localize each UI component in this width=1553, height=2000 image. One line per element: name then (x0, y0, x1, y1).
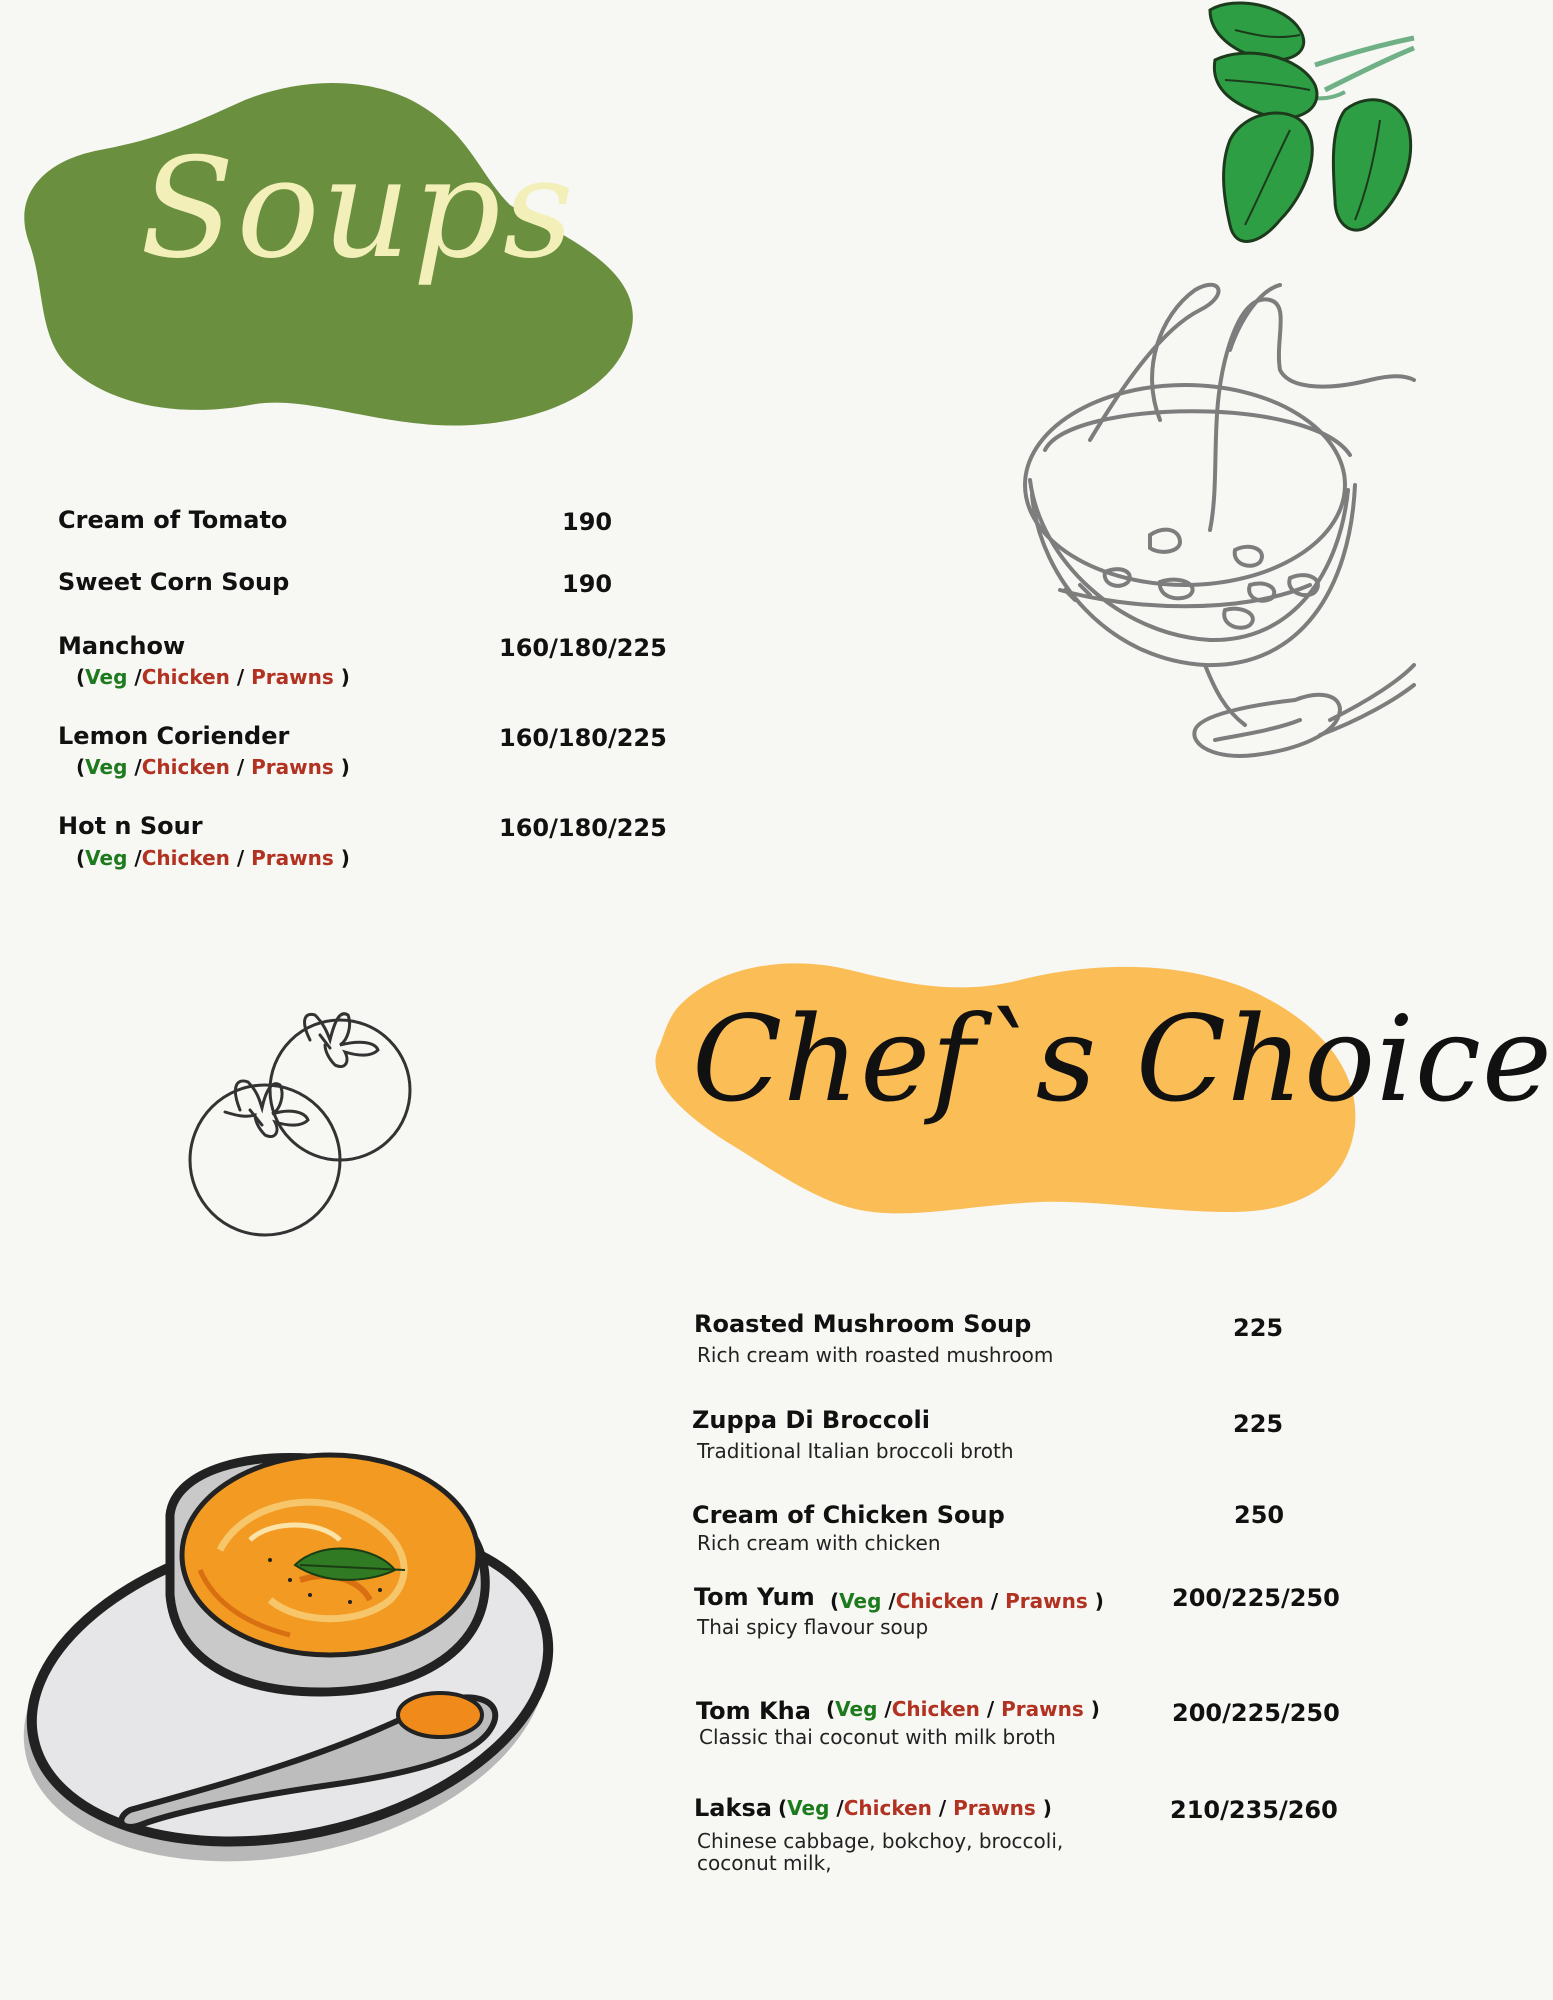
menu-item-name: Roasted Mushroom Soup (694, 1310, 1032, 1338)
prawns-option: Prawns (1005, 1589, 1088, 1613)
prawns-option: Prawns (251, 755, 334, 779)
veg-option: Veg (835, 1697, 878, 1721)
menu-item-name: Laksa (694, 1794, 772, 1822)
soups-section-title: Soups (140, 128, 576, 289)
prawns-option: Prawns (1001, 1697, 1084, 1721)
menu-item-price: 190 (562, 570, 613, 598)
menu-item-name: Cream of Tomato (58, 506, 288, 534)
menu-item-name: Tom Yum (694, 1583, 815, 1611)
menu-item-description: Classic thai coconut with milk broth (699, 1725, 1056, 1749)
menu-item-description: Rich cream with chicken (697, 1531, 941, 1555)
prawns-option: Prawns (251, 665, 334, 689)
menu-item-price: 160/180/225 (499, 634, 667, 662)
menu-item-price: 160/180/225 (499, 724, 667, 752)
menu-item-name: Zuppa Di Broccoli (692, 1406, 930, 1434)
menu-item-price: 200/225/250 (1172, 1699, 1340, 1727)
veg-option: Veg (839, 1589, 882, 1613)
veg-option: Veg (85, 665, 128, 689)
menu-item-description: Traditional Italian broccoli broth (697, 1439, 1014, 1463)
chicken-option: Chicken (141, 846, 230, 870)
menu-item-description: Thai spicy flavour soup (697, 1615, 929, 1639)
variant-options: (Veg /Chicken / Prawns ) (826, 1697, 1100, 1721)
chicken-option: Chicken (895, 1589, 984, 1613)
menu-item-description: Chinese cabbage, bokchoy, broccoli, coconut milk, (697, 1829, 1064, 1875)
chicken-option: Chicken (141, 665, 230, 689)
menu-item-name: Hot n Sour (58, 812, 203, 840)
menu-item-name: Manchow (58, 632, 186, 660)
menu-item-price: 225 (1233, 1314, 1284, 1342)
variant-options: (Veg /Chicken / Prawns ) (76, 665, 350, 689)
menu-item-name: Tom Kha (696, 1697, 811, 1725)
menu-item-price: 160/180/225 (499, 814, 667, 842)
menu-item-price: 250 (1234, 1501, 1285, 1529)
menu-item-name: Lemon Coriender (58, 722, 290, 750)
menu-item-name: Cream of Chicken Soup (692, 1501, 1005, 1529)
veg-option: Veg (85, 846, 128, 870)
veg-option: Veg (85, 755, 128, 779)
tomatoes-icon (180, 1000, 420, 1240)
chicken-option: Chicken (141, 755, 230, 779)
menu-item-description: Rich cream with roasted mushroom (697, 1343, 1054, 1367)
menu-item-price: 210/235/260 (1170, 1796, 1338, 1824)
variant-options: (Veg /Chicken / Prawns ) (76, 846, 350, 870)
prawns-option: Prawns (251, 846, 334, 870)
variant-options: (Veg /Chicken / Prawns ) (76, 755, 350, 779)
bowl-with-spoon-icon (1010, 280, 1414, 840)
chicken-option: Chicken (843, 1796, 932, 1820)
prawns-option: Prawns (953, 1796, 1036, 1820)
menu-item-name: Sweet Corn Soup (58, 568, 290, 596)
menu-item-price: 200/225/250 (1172, 1584, 1340, 1612)
chicken-option: Chicken (891, 1697, 980, 1721)
veg-option: Veg (787, 1796, 830, 1820)
menu-item-price: 225 (1233, 1410, 1284, 1438)
variant-options: (Veg /Chicken / Prawns ) (778, 1796, 1052, 1820)
spinach-leaves-icon (1205, 0, 1414, 260)
orange-soup-bowl-icon (0, 1430, 570, 1870)
variant-options: (Veg /Chicken / Prawns ) (830, 1589, 1104, 1613)
chefs-choice-section-title: Chef`s Choice (692, 990, 1553, 1128)
menu-item-price: 190 (562, 508, 613, 536)
